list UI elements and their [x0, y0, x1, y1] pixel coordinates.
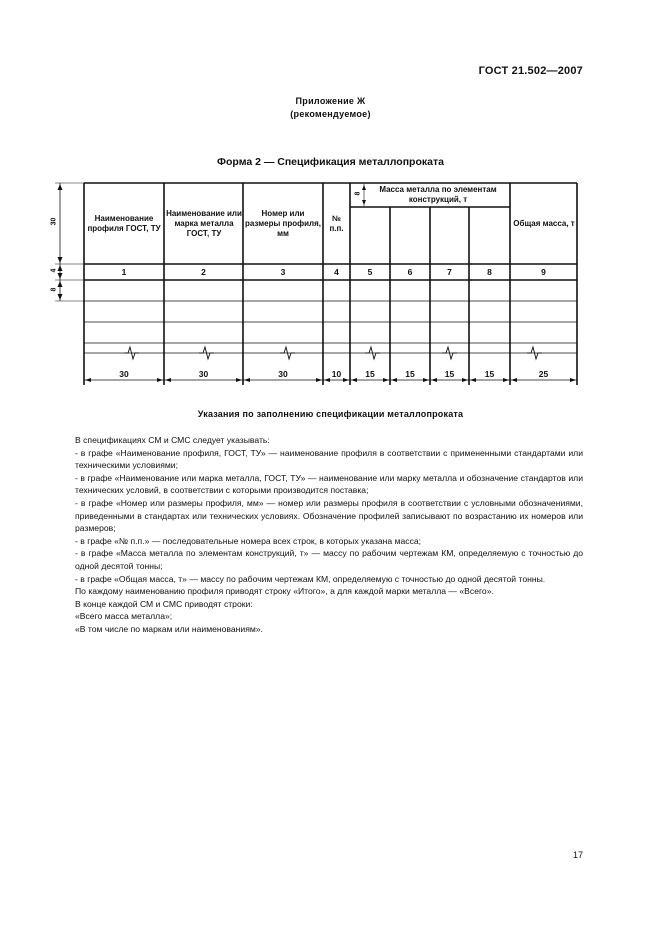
instruction-text: - в графе «Наименование или марка металла, ГОСТ, ТУ» — наименование или марку металла и обозначение стандартов или технических условий, в соответствии с которыми производится поставка; — [75, 472, 583, 496]
col-header-metal-name: Наименование или марка металла ГОСТ, ТУ — [166, 209, 242, 238]
instruction-text: - в графе «Масса металла по элементам конструкций, т» — массу по рабочим чертежам КМ, определяемую с точностью до одной десятой тонны; — [75, 548, 583, 571]
annex-subtitle: (рекомендуемое) — [290, 109, 371, 119]
instruction-paragraph — [47, 447, 583, 472]
instruction-text: - в графе «Наименование профиля, ГОСТ, ТУ» — наименование профиля в соответствии с примененными стандартами или техническими условиями; — [75, 447, 583, 471]
col-number: 4 — [334, 267, 339, 277]
dim-header-height: 30 — [50, 217, 58, 226]
col-header-profile-number: Номер или размеры профиля, мм — [245, 209, 322, 238]
instruction-paragraph: «В том числе по маркам или наименованиям». — [75, 623, 263, 634]
form-title: Форма 2 — Спецификация металлопроката — [217, 156, 444, 168]
instruction-paragraph: В спецификациях СМ и СМС следует указывать: — [75, 435, 270, 445]
col-header-total-mass: Общая масса, т — [513, 219, 575, 228]
annex-title: Приложение Ж — [295, 96, 366, 106]
instruction-text: - в графе «Номер или размеры профиля, мм» — номер или размеры профиля в соответствии с условными обозначениями, приведенными в стандартах или технических условиях. Обозначение профилей записывают по возрастанию их номеров или размеров; — [75, 497, 583, 534]
col-number: 9 — [541, 267, 546, 277]
standard-number: ГОСТ 21.502—2007 — [478, 65, 583, 77]
instruction-text: - в графе «Общая масса, т» — массу по рабочим чертежам КМ, определяемую с точностью до одной десятой тонны. — [75, 573, 546, 584]
instructions-body — [75, 434, 583, 636]
dim-numrow-height: 4 — [50, 268, 58, 273]
instruction-paragraph — [47, 573, 583, 586]
col-number: 3 — [280, 267, 286, 277]
instruction-paragraph: В конце каждой СМ и СМС приводят строки: — [75, 598, 253, 609]
col-width-label: 25 — [538, 369, 549, 379]
col-width-label: 30 — [119, 369, 129, 379]
col-number: 5 — [367, 267, 373, 277]
col-width-label: 30 — [198, 369, 209, 379]
instruction-paragraph: - в графе «№ п.п.» — последовательные номера всех строк, в которых указана масса; — [75, 535, 422, 546]
col-width-label: 15 — [405, 369, 415, 379]
col-header-mass-group: Масса металла по элементам конструкций, т — [379, 185, 497, 204]
col-header-profile-name: Наименование профиля ГОСТ, ТУ — [87, 214, 161, 233]
col-number: 8 — [487, 267, 492, 277]
dim-mass-header-height: 8 — [354, 191, 362, 196]
col-width-label: 15 — [444, 369, 455, 379]
instruction-paragraph — [47, 497, 583, 535]
instructions-title: Указания по заполнению спецификации металлопроката — [197, 409, 464, 419]
col-width-label: 15 — [484, 369, 495, 379]
col-width-label: 30 — [278, 369, 288, 379]
spec-form-table — [0, 0, 661, 400]
instruction-paragraph — [47, 472, 583, 497]
col-width-label: 10 — [331, 369, 342, 379]
dim-row-height: 8 — [50, 287, 58, 292]
instruction-paragraph — [47, 547, 583, 572]
col-number: 1 — [121, 267, 127, 277]
instruction-paragraph: «Всего масса металла»; — [75, 611, 173, 622]
col-width-label: 15 — [365, 369, 375, 379]
instruction-paragraph: По каждому наименованию профиля приводят строку «Итого», а для каждой марки металла — «Всего». — [75, 586, 494, 597]
col-header-item-no: № п.п. — [329, 214, 344, 233]
col-number: 6 — [407, 267, 413, 277]
page-number: 17 — [572, 850, 583, 860]
col-number: 7 — [447, 267, 452, 277]
col-number: 2 — [201, 267, 206, 277]
